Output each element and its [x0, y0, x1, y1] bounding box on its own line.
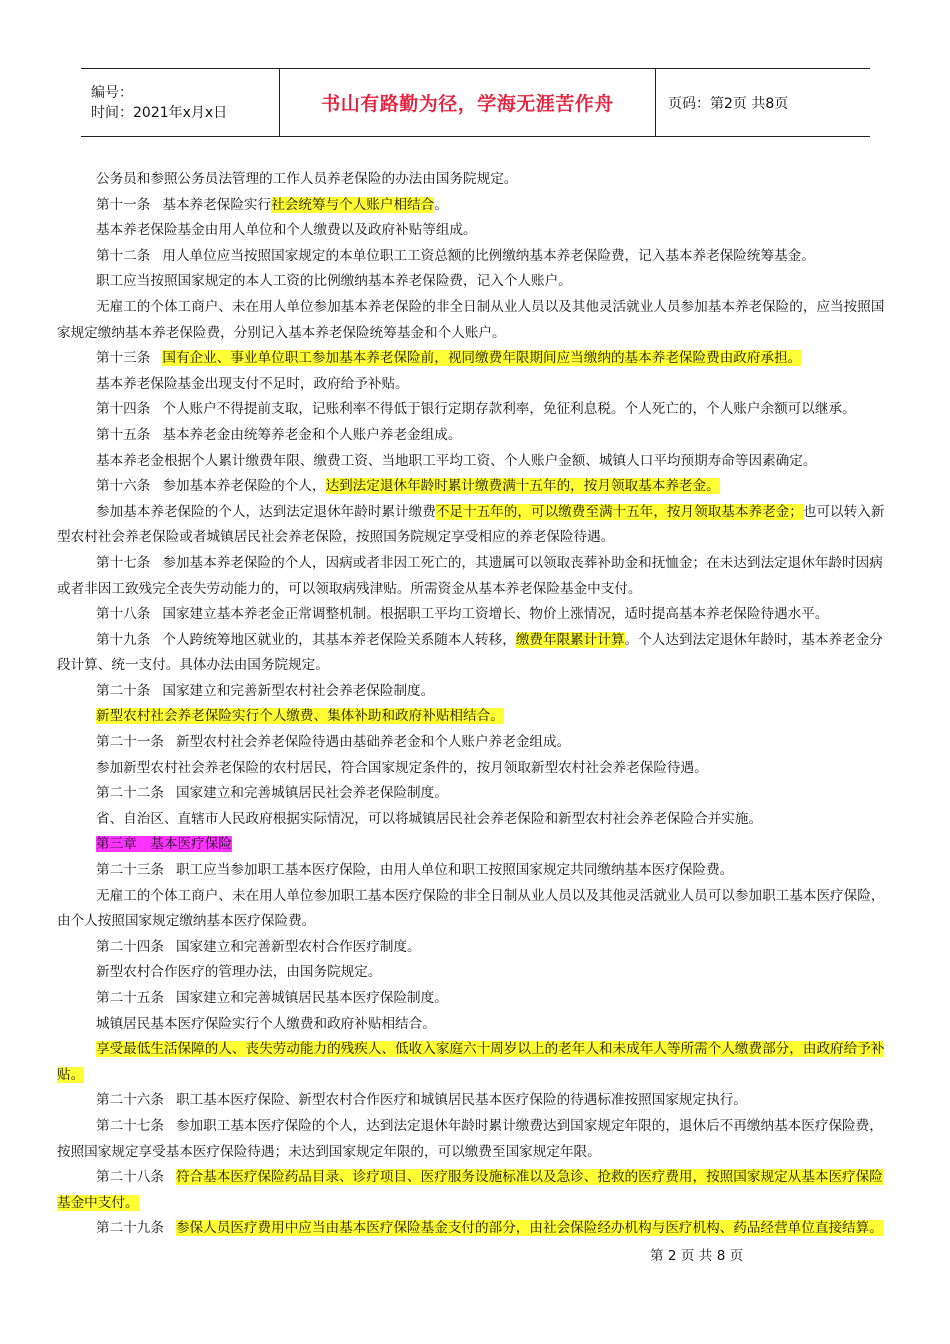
paragraph	[57, 1114, 895, 1165]
page-footer: 第 2 页 共 8 页	[650, 1248, 744, 1264]
paragraph-text: 参加基本养老保险的个人，	[162, 478, 326, 495]
highlighted-text: 达到法定退休年龄时累计缴费满十五年的，按月领取基本养老金。	[325, 478, 720, 495]
paragraph	[57, 960, 895, 986]
paragraph-text: 参加新型农村社会养老保险的农村居民，符合国家规定条件的，按月领取新型农村社会养老保险待遇。	[96, 759, 708, 776]
paragraph-text: 新型农村合作医疗的管理办法，由国务院规定。	[96, 964, 382, 981]
paragraph	[57, 269, 895, 295]
paragraph	[57, 474, 895, 500]
article-number: 第二十八条	[96, 1169, 164, 1186]
paragraph-text: 基本养老保险基金出现支付不足时，政府给予补贴。	[96, 375, 409, 392]
paragraph-text: 职工基本医疗保险、新型农村合作医疗和城镇居民基本医疗保险的待遇标准按照国家规定执行。	[175, 1092, 747, 1109]
paragraph-text: 基本养老金由统筹养老金和个人账户养老金组成。	[162, 426, 462, 443]
paragraph-text: 国家建立和完善新型农村合作医疗制度。	[175, 938, 421, 955]
paragraph	[57, 372, 895, 398]
paragraph	[57, 397, 895, 423]
header-motto: 书山有路勤为径，学海无涯苦作舟	[321, 93, 614, 115]
article-number: 第十一条	[96, 196, 151, 213]
paragraph-text: 职工应当按照国家规定的本人工资的比例缴纳基本养老保险费，记入个人账户。	[96, 273, 572, 290]
paragraph	[57, 551, 895, 602]
paragraph-text: 参加职工基本医疗保险的个人，达到法定退休年龄时累计缴费达到国家规定年限的，退休后不再缴纳基本医疗保险费，按照国家规定享受基本医疗保险待遇；未达到国家规定年限的，可以缴费至国家规定年限。	[57, 1117, 883, 1160]
document-body	[57, 167, 895, 1242]
paragraph-text: 用人单位应当按照国家规定的本单位职工工资总额的比例缴纳基本养老保险费，记入基本养老保险统筹基金。	[162, 247, 815, 264]
article-number: 第二十条	[96, 682, 151, 699]
highlighted-text: 缴费年限累计计算	[515, 631, 625, 648]
article-number: 第二十六条	[96, 1092, 164, 1109]
paragraph	[57, 1088, 895, 1114]
paragraph-text: 参加基本养老保险的个人，因病或者非因工死亡的，其遗属可以领取丧葬补助金和抚恤金；在未达到法定退休年龄时因病或者非因工致残完全丧失劳动能力的，可以领取病残津贴。所需资金从基本养老保险基金中支付。	[57, 554, 883, 597]
paragraph	[57, 679, 895, 705]
paragraph	[57, 218, 895, 244]
article-number: 第二十九条	[96, 1220, 164, 1237]
paragraph	[57, 832, 895, 858]
paragraph	[57, 628, 895, 679]
paragraph	[57, 1165, 895, 1216]
paragraph-text: 新型农村社会养老保险待遇由基础养老金和个人账户养老金组成。	[175, 734, 571, 751]
article-number: 第二十五条	[96, 990, 164, 1006]
paragraph	[57, 807, 895, 833]
paragraph-text: 公务员和参照公务员法管理的工作人员养老保险的办法由国务院规定。	[96, 171, 518, 187]
highlighted-text: 享受最低生活保障的人、丧失劳动能力的残疾人、低收入家庭六十周岁以上的老年人和未成年人等所需个人缴费部分，由政府给予补贴。	[57, 1041, 885, 1083]
article-number: 第二十七条	[96, 1117, 164, 1134]
paragraph-text: 国家建立和完善新型农村社会养老保险制度。	[162, 682, 435, 699]
paragraph	[57, 193, 895, 219]
document-header	[81, 68, 870, 137]
paragraph	[57, 704, 895, 730]
paragraph-text: 国家建立基本养老金正常调整机制。根据职工平均工资增长、物价上涨情况，适时提高基本养老保险待遇水平。	[162, 606, 829, 623]
paragraph	[57, 858, 895, 884]
paragraph-text: 无雇工的个体工商户、未在用人单位参加职工基本医疗保险的非全日制从业人员以及其他灵活就业人员可以参加职工基本医疗保险，由个人按照国家规定缴纳基本医疗保险费。	[57, 887, 885, 930]
article-number: 第十三条	[96, 350, 151, 367]
paragraph	[57, 756, 895, 782]
article-number: 第十六条	[96, 478, 151, 495]
paragraph-text: 个人账户不得提前支取，记账利率不得低于银行定期存款利率，免征利息税。个人死亡的，个人账户余额可以继承。	[162, 401, 856, 418]
highlighted-text: 参保人员医疗费用中应当由基本医疗保险基金支付的部分，由社会保险经办机构与医疗机构、药品经营单位直接结算。	[175, 1220, 883, 1237]
paragraph-text: 国家建立和完善城镇居民基本医疗保险制度。	[175, 990, 448, 1006]
paragraph	[57, 602, 895, 628]
paragraph	[57, 781, 895, 807]
paragraph-text: 个人跨统筹地区就业的，其基本养老保险关系随本人转移，	[162, 631, 516, 648]
paragraph-text: 基本养老保险基金由用人单位和个人缴费以及政府补贴等组成。	[96, 222, 477, 239]
chapter-heading: 第三章 基本医疗保险	[96, 836, 232, 853]
article-number: 第十四条	[96, 401, 151, 418]
paragraph-text: 基本养老保险实行	[162, 196, 272, 213]
paragraph-text: 也可以转入新型农村社会养老保险或者城镇居民社会养老保险，按照国务院规定享受相应的养老保险待遇。	[57, 503, 885, 546]
header-meta	[81, 69, 280, 136]
paragraph-text: 无雇工的个体工商户、未在用人单位参加基本养老保险的非全日制从业人员以及其他灵活就业人员参加基本养老保险的，应当按照国家规定缴纳基本养老保险费，分别记入基本养老保险统筹基金和个人账户。	[57, 298, 885, 341]
header-motto-cell	[280, 69, 656, 136]
paragraph-text: 参加基本养老保险的个人，达到法定退休年龄时累计缴费	[96, 503, 436, 520]
article-number: 第十七条	[96, 554, 151, 571]
paragraph	[57, 1037, 895, 1088]
paragraph	[57, 986, 895, 1012]
paragraph	[57, 1012, 895, 1038]
article-number: 第十二条	[96, 247, 151, 264]
paragraph-text: 。个人达到法定退休年龄时，基本养老金分段计算、统一支付。具体办法由国务院规定。	[57, 631, 883, 674]
article-number: 第十九条	[96, 631, 151, 648]
highlighted-text: 符合基本医疗保险药品目录、诊疗项目、医疗服务设施标准以及急诊、抢救的医疗费用，按照国家规定从基本医疗保险基金中支付。	[57, 1169, 883, 1211]
highlighted-text: 社会统筹与个人账户相结合	[271, 196, 435, 213]
highlighted-text: 不足十五年的，可以缴费至满十五年，按月领取基本养老金；	[435, 503, 803, 520]
paragraph-text: 职工应当参加职工基本医疗保险，由用人单位和职工按照国家规定共同缴纳基本医疗保险费。	[175, 862, 734, 879]
paragraph	[57, 935, 895, 961]
paragraph-text: 省、自治区、直辖市人民政府根据实际情况，可以将城镇居民社会养老保险和新型农村社会养老保险合并实施。	[96, 810, 763, 827]
article-number: 第十五条	[96, 426, 151, 443]
highlighted-text: 新型农村社会养老保险实行个人缴费、集体补助和政府补贴相结合。	[96, 708, 504, 725]
highlighted-text: 国有企业、事业单位职工参加基本养老保险前，视同缴费年限期间应当缴纳的基本养老保险费由政府承担。	[162, 350, 802, 367]
header-page-cell	[656, 69, 870, 136]
paragraph	[57, 346, 895, 372]
document-time-label: 时间：2021年x月x日	[91, 104, 228, 121]
paragraph-text: 城镇居民基本医疗保险实行个人缴费和政府补贴相结合。	[96, 1015, 436, 1032]
header-page-label: 页码：第2页 共8页	[668, 95, 789, 112]
article-number: 第二十一条	[96, 734, 164, 751]
paragraph	[57, 423, 895, 449]
paragraph	[57, 167, 895, 193]
paragraph	[57, 244, 895, 270]
document-number-label: 编号：	[91, 84, 133, 101]
paragraph-text: 。	[434, 196, 448, 213]
paragraph-text: 国家建立和完善城镇居民社会养老保险制度。	[175, 785, 448, 802]
paragraph	[57, 449, 895, 475]
paragraph	[57, 295, 895, 346]
paragraph-text: 基本养老金根据个人累计缴费年限、缴费工资、当地职工平均工资、个人账户金额、城镇人口平均预期寿命等因素确定。	[96, 452, 817, 469]
article-number: 第二十四条	[96, 938, 164, 955]
article-number: 第十八条	[96, 606, 151, 623]
paragraph	[57, 730, 895, 756]
article-number: 第二十二条	[96, 785, 164, 802]
paragraph	[57, 1216, 895, 1242]
article-number: 第二十三条	[96, 862, 164, 879]
paragraph	[57, 884, 895, 935]
paragraph	[57, 500, 895, 551]
